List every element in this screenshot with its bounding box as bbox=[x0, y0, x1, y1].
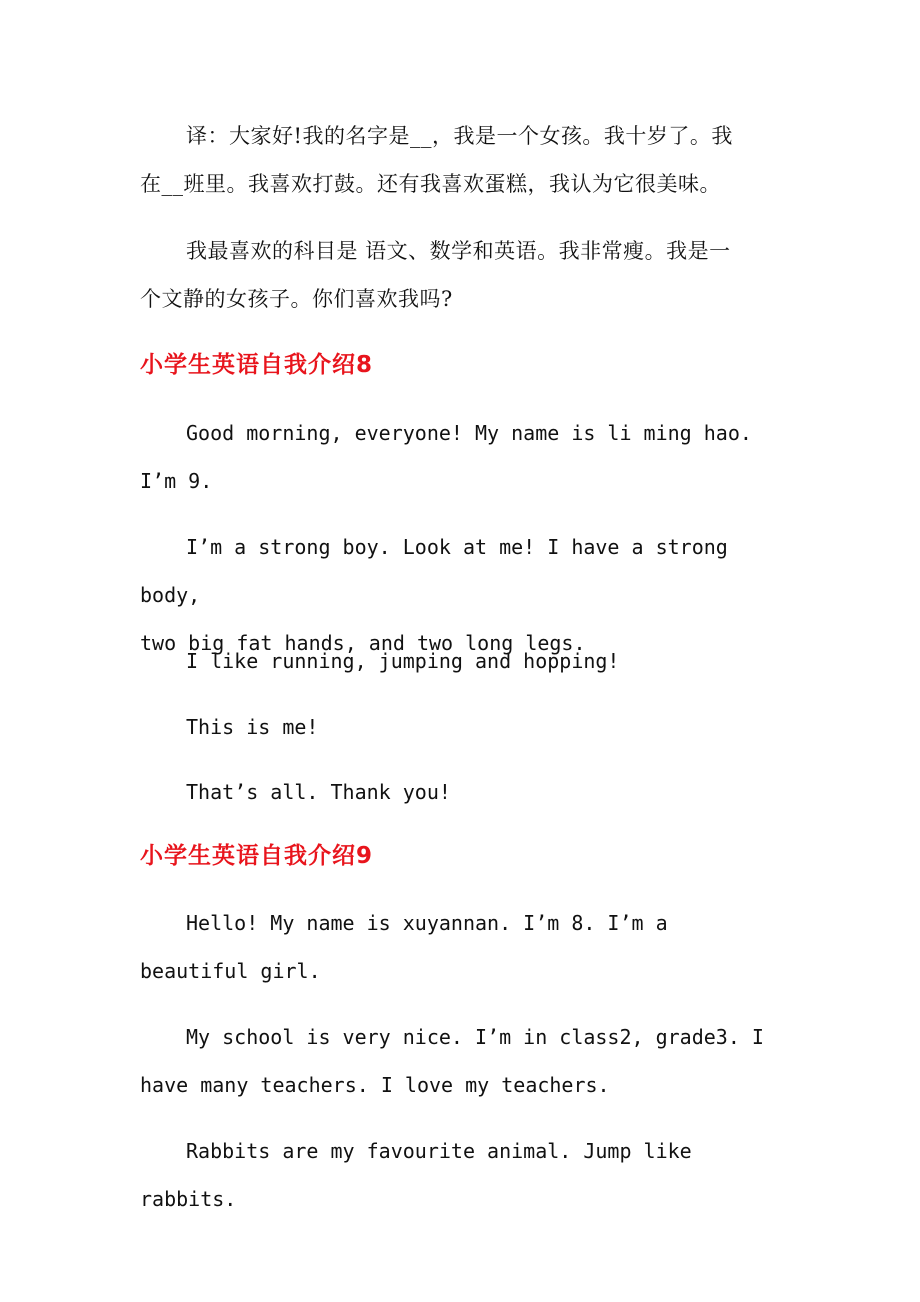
paragraph-line: 译：大家好!我的名字是__，我是一个女孩。我十岁了。我 bbox=[186, 124, 733, 148]
section-8-paragraph-5 bbox=[140, 768, 790, 816]
paragraph-line: Rabbits are my favourite animal. Jump like rabbits. bbox=[140, 1139, 692, 1211]
translation-paragraph-1 bbox=[140, 112, 790, 208]
paragraph-line: My school is very nice. I’m in class2, grade3. I bbox=[186, 1025, 764, 1049]
paragraph-line: That’s all. Thank you! bbox=[186, 780, 451, 804]
paragraph-line: This is me! bbox=[186, 715, 319, 739]
section-9-paragraph-3 bbox=[140, 1127, 790, 1223]
section-8-paragraph-1 bbox=[140, 409, 790, 505]
section-8-heading: 小学生英语自我介绍8 bbox=[140, 352, 374, 378]
section-9-heading: 小学生英语自我介绍9 bbox=[140, 843, 374, 869]
section-8-paragraph-4 bbox=[140, 703, 790, 751]
section-9-paragraph-1 bbox=[140, 899, 790, 995]
section-8-paragraph-3 bbox=[140, 637, 790, 685]
paragraph-line: 个文静的女孩子。你们喜欢我吗? bbox=[140, 287, 453, 311]
paragraph-line: Hello! My name is xuyannan. I’m 8. I’m a bbox=[186, 911, 668, 935]
paragraph-line: beautiful girl. bbox=[140, 959, 321, 983]
paragraph-line: Good morning, everyone! My name is li ming hao. bbox=[186, 421, 752, 445]
paragraph-line: I like running, jumping and hopping! bbox=[186, 649, 620, 673]
translation-paragraph-2 bbox=[140, 227, 790, 323]
paragraph-line: I’m 9. bbox=[140, 469, 213, 493]
section-9-paragraph-2 bbox=[140, 1013, 790, 1109]
paragraph-line: 我最喜欢的科目是 语文、数学和英语。我非常瘦。我是一 bbox=[186, 239, 731, 263]
paragraph-line: two big fat hands, and two long legs. bbox=[140, 631, 586, 655]
paragraph-line: I’m a strong boy. Look at me! I have a strong body, bbox=[140, 535, 728, 607]
paragraph-line: 在__班里。我喜欢打鼓。还有我喜欢蛋糕，我认为它很美味。 bbox=[140, 172, 721, 196]
paragraph-line: have many teachers. I love my teachers. bbox=[140, 1073, 610, 1097]
